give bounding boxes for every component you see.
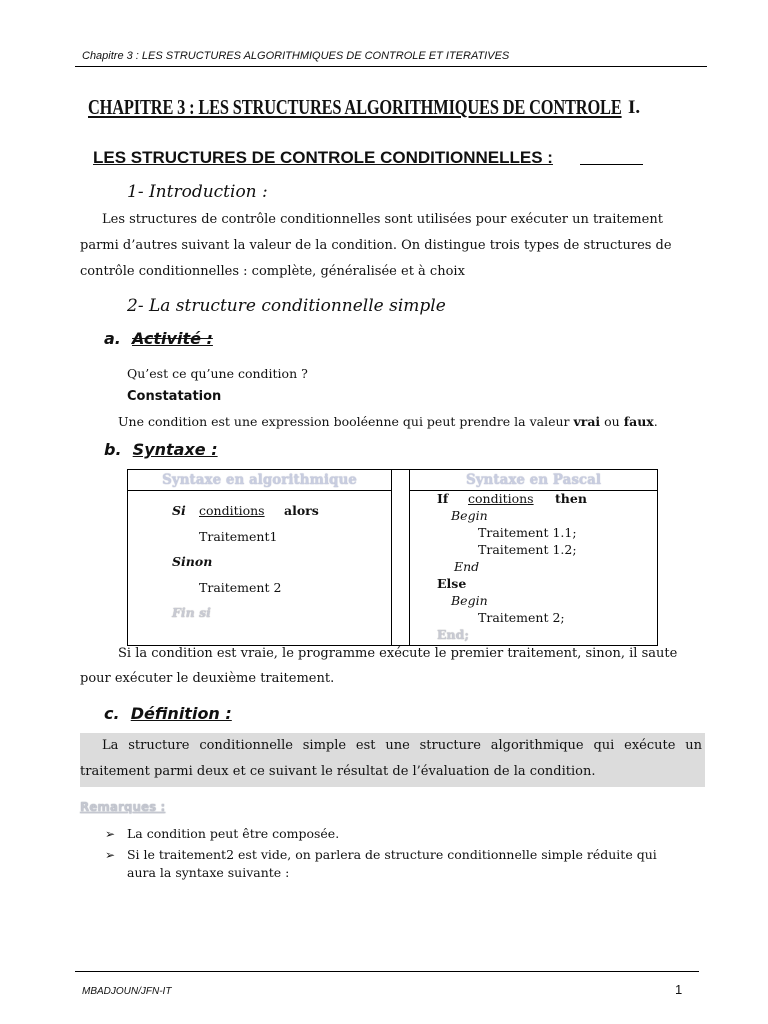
pascal-begin-2: Begin — [451, 593, 488, 608]
pascal-traitement-1-1: Traitement 1.1; — [478, 525, 577, 540]
activite-question: Qu’est ce qu’une condition ? — [127, 366, 308, 381]
constatation-text — [118, 414, 658, 429]
pascal-conditions: conditions — [468, 491, 534, 506]
pascal-traitement-2: Traitement 2; — [478, 610, 565, 625]
algo-syntax-cell — [128, 491, 392, 646]
chapter-title: CHAPITRE 3 : LES STRUCTURES ALGORITHMIQUES DE CONTROLE — [88, 95, 622, 119]
algo-sinon: Sinon — [172, 554, 213, 569]
algo-traitement1: Traitement1 — [199, 529, 278, 544]
constatation-pre: Une condition est une expression booléenne qui peut prendre la valeur — [118, 414, 574, 429]
constatation-vrai: vrai — [573, 414, 601, 429]
intro-line-3: contrôle conditionnelles : complète, généralisée et à choix — [80, 264, 465, 279]
section-title: LES STRUCTURES DE CONTROLE CONDITIONNELLES : — [93, 148, 553, 167]
intro-line-2: parmi d’autres suivant la valeur de la condition. On distingue trois types de structures de — [80, 238, 672, 253]
running-header: Chapitre 3 : LES STRUCTURES ALGORITHMIQUES DE CONTROLE ET ITERATIVES — [82, 50, 510, 62]
chapter-suffix: I. — [628, 97, 641, 118]
definition-label: Définition : — [130, 704, 232, 723]
activite-heading — [104, 329, 213, 348]
syntaxe-letter: b. — [104, 440, 122, 459]
algo-conditions: conditions — [199, 503, 265, 518]
definition-heading — [104, 704, 232, 723]
pascal-end-1: End — [454, 559, 480, 574]
pascal-end-2: End; — [437, 627, 469, 642]
footer-author: MBADJOUN/JFN-IT — [82, 986, 172, 997]
footer-divider — [75, 971, 699, 972]
constatation-end: . — [653, 414, 658, 429]
intro-heading: 1- Introduction : — [127, 182, 268, 202]
pascal-if: If — [437, 491, 449, 506]
definition-line-2: traitement parmi deux et ce suivant le résultat de l’évaluation de la condition. — [80, 764, 596, 779]
simple-heading: 2- La structure conditionnelle simple — [127, 296, 446, 316]
remark-item-1 — [105, 826, 339, 841]
constatation-label: Constatation — [127, 389, 222, 404]
algo-si: Si — [172, 503, 186, 518]
after-table-line-1: Si la condition est vraie, le programme exécute le premier traitement, sinon, il saute — [118, 646, 678, 661]
remark-item-2 — [105, 847, 657, 862]
syntaxe-label: Syntaxe : — [132, 440, 218, 459]
remark-item-2-text: Si le traitement2 est vide, on parlera de structure conditionnelle simple réduite qui — [126, 847, 657, 862]
pascal-traitement-1-2: Traitement 1.2; — [478, 542, 577, 557]
pascal-syntax-cell — [410, 491, 658, 646]
table-spacer-column — [392, 470, 410, 646]
constatation-faux: faux — [623, 414, 654, 429]
algo-column-header: Syntaxe en algorithmique — [128, 470, 392, 491]
section-title-underline — [580, 164, 643, 165]
definition-letter: c. — [104, 704, 120, 723]
definition-line-1: La structure conditionnelle simple est une structure algorithmique qui exécute un — [102, 738, 702, 753]
algo-traitement2: Traitement 2 — [199, 580, 282, 595]
activite-label: Activité : — [132, 329, 213, 348]
after-table-line-2: pour exécuter le deuxième traitement. — [80, 671, 335, 686]
syntax-table — [127, 469, 658, 646]
remark-item-2-continuation: aura la syntaxe suivante : — [127, 865, 290, 880]
activite-letter: a. — [104, 329, 121, 348]
syntaxe-heading — [104, 440, 218, 459]
header-divider — [75, 66, 707, 67]
pascal-then: then — [555, 491, 587, 506]
remarques-label: Remarques : — [80, 800, 166, 814]
arrow-bullet-icon: ➢ — [105, 848, 116, 862]
page-number: 1 — [675, 982, 683, 997]
algo-alors: alors — [284, 503, 319, 518]
intro-line-1: Les structures de contrôle conditionnelles sont utilisées pour exécuter un traitement — [102, 212, 663, 227]
algo-fin-si: Fin si — [172, 605, 211, 620]
pascal-else: Else — [437, 576, 467, 591]
remark-item-1-text: La condition peut être composée. — [126, 826, 340, 841]
pascal-begin-1: Begin — [451, 508, 488, 523]
arrow-bullet-icon: ➢ — [105, 827, 116, 841]
pascal-column-header: Syntaxe en Pascal — [410, 470, 658, 491]
constatation-ou: ou — [600, 414, 624, 429]
